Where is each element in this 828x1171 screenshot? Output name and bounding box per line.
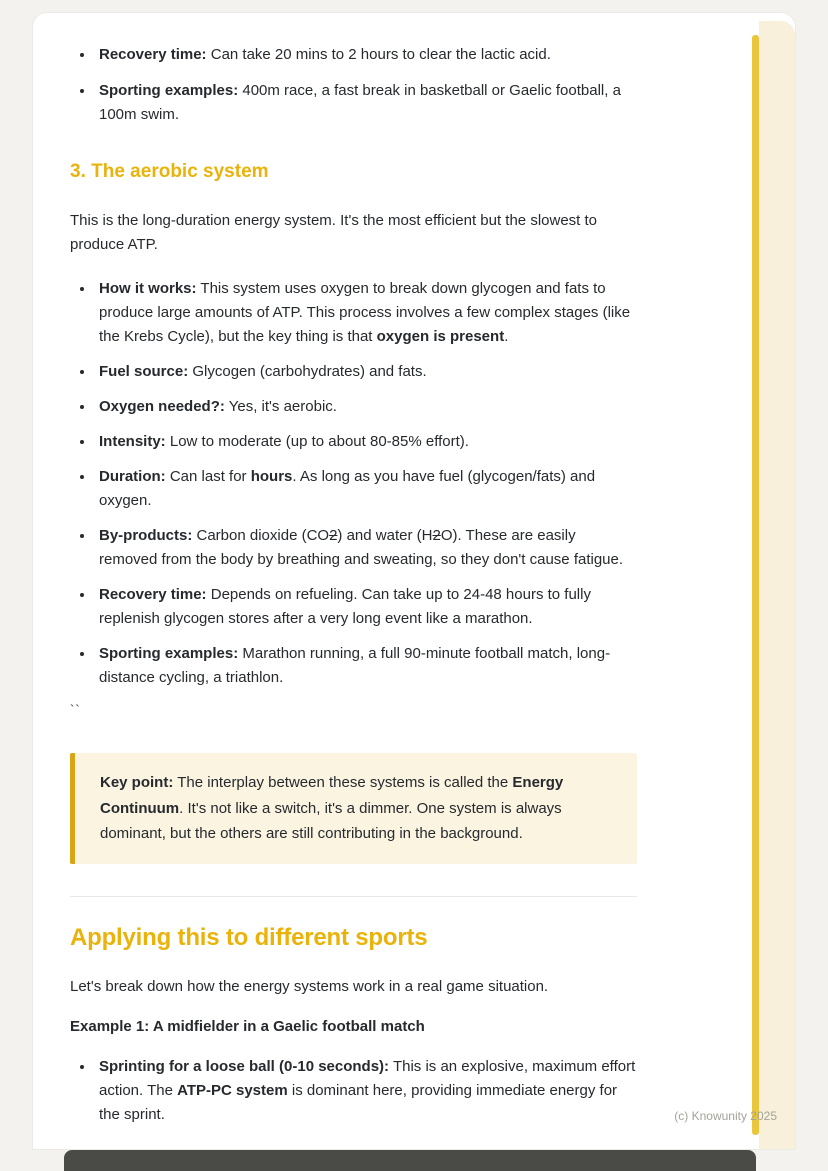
sports-intro-paragraph: Let's break down how the energy systems work in a real game situation. (70, 978, 549, 996)
list-item: • Fuel source: Glycogen (carbohydrates) and fats. (95, 360, 637, 384)
list-item: • Intensity: Low to moderate (up to about 80-85% effort). (95, 430, 637, 454)
list-item: • How it works: This system uses oxygen to break down glycogen and fats to produce large amounts of ATP. This process involves a few complex stages (like the Krebs Cycle), but the key thing is that oxygen is present. (95, 277, 637, 349)
section-divider (70, 896, 637, 897)
list-item: • Recovery time: Can take 20 mins to 2 hours to clear the lactic acid. (95, 43, 637, 67)
list-item: • Oxygen needed?: Yes, it's aerobic. (95, 395, 637, 419)
key-point-callout (70, 753, 637, 864)
document-page (33, 13, 795, 1149)
section-intro-paragraph: This is the long-duration energy system. It's the most efficient but the slowest to produce ATP. (70, 212, 598, 254)
example-bullet-list (70, 1055, 637, 1127)
list-item: • By-products: Carbon dioxide (CO2) and water (H2O). These are easily removed from the body by breathing and sweating, so they don't cause fatigue. (95, 524, 637, 572)
section-heading: 3. The aerobic system (70, 161, 269, 182)
list-item: • Duration: Can last for hours. As long as you have fuel (glycogen/fats) and oxygen. (95, 465, 637, 513)
page-edge-accent-bar (752, 35, 759, 1135)
intro-bullet-list (70, 43, 637, 127)
list-item: • Sporting examples: Marathon running, a full 90-minute football match, long-distance cycling, a triathlon. (95, 642, 637, 690)
list-item: • Sporting examples: 400m race, a fast break in basketball or Gaelic football, a 100m swim. (95, 79, 637, 127)
page-content (70, 43, 637, 1127)
page-edge-strip (759, 21, 795, 1149)
list-item: • Recovery time: Depends on refueling. Can take up to 24-48 hours to fully replenish glycogen stores after a very long event like a marathon. (95, 583, 637, 631)
aerobic-system-bullet-list (70, 277, 637, 690)
main-heading: Applying this to different sports (70, 923, 428, 951)
stray-backticks-text: `` (70, 702, 81, 718)
list-item: • Sprinting for a loose ball (0-10 seconds): This is an explosive, maximum effort action. The ATP-PC system is dominant here, providing immediate energy for the sprint. (95, 1055, 637, 1127)
example-heading: Example 1: A midfielder in a Gaelic football match (70, 1018, 425, 1036)
watermark: (c) Knowunity 2025 (674, 1109, 777, 1123)
key-point-text: Key point: The interplay between these systems is called the Energy Continuum. It's not like a switch, it's a dimmer. One system is always dominant, but the others are still contributing in the background. (100, 774, 564, 843)
next-page-edge (64, 1150, 756, 1171)
